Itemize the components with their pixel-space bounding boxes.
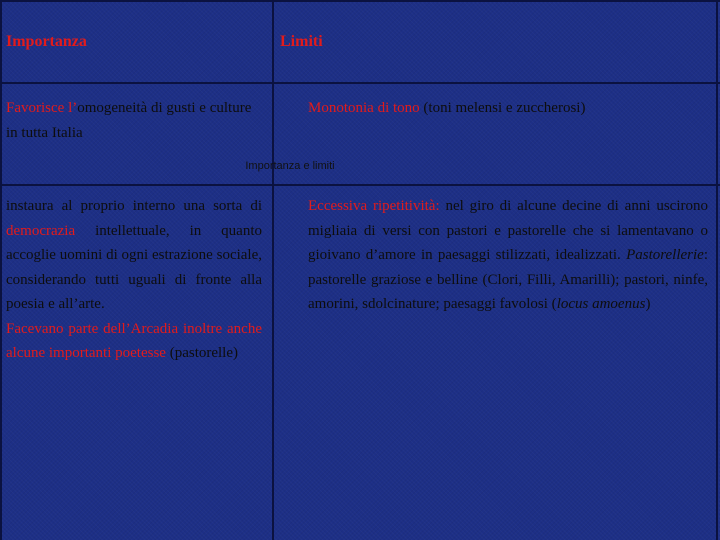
- row1-importanza-text: omogeneità di gusti e culture in tutta Italia: [6, 100, 252, 141]
- row2-limiti-highlight: Eccessiva ripetitività:: [308, 198, 440, 214]
- row1-importanza-cell: [6, 96, 264, 145]
- row2-poetesse-highlight: Facevano parte dell’Arcadia inoltre anche alcune importanti poetesse: [6, 320, 262, 361]
- row1-limiti-cell: [308, 96, 708, 121]
- row2-limiti-cell: [308, 194, 708, 317]
- row2-importanza-text: instaura al proprio interno una sorta di: [6, 198, 262, 214]
- row2-importanza-cell: [6, 194, 262, 366]
- row2-locus-amoenus-italic: locus amoenus: [556, 296, 646, 312]
- row2-importanza-text-3: (pastorelle): [165, 345, 239, 361]
- row1-importanza-highlight: Favorisce l’: [6, 100, 78, 116]
- table-left-border: [0, 0, 2, 540]
- row2-limiti-text-2: : pastorelle graziose e belline (Clori, Filli, Amarilli); pastori, ninfe, amorini, sdolcinature; paesaggi favolosi (: [308, 247, 708, 312]
- header-importanza: Importanza: [6, 33, 87, 50]
- table-header-divider: [0, 82, 720, 84]
- row2-democrazia-highlight: democrazia: [6, 222, 76, 239]
- row2-limiti-text: nel giro di alcune decine di anni uscirono migliaia di versi con pastori e pastorelle che si lamentavano o gioivano d’amore in paesaggi stilizzati, idealizzati.: [308, 198, 708, 263]
- slide-caption: Importanza e limiti: [245, 160, 335, 172]
- table-row-divider: [0, 184, 720, 186]
- table-top-border: [0, 0, 720, 2]
- row2-limiti-text-3: ): [645, 296, 651, 312]
- row2-importanza-text-2: intellettuale, in quanto accoglie uomini di ogni estrazione sociale, considerando tutti uguali di fronte alla poesia e all’arte.: [6, 222, 262, 312]
- header-limiti: Limiti: [280, 33, 323, 50]
- row1-limiti-highlight: Monotonia di tono: [308, 100, 420, 116]
- row1-limiti-text: (toni melensi e zuccherosi): [419, 100, 586, 116]
- table-column-divider: [272, 0, 274, 540]
- table-right-border: [716, 0, 718, 540]
- row2-pastorellerie-italic: Pastorellerie: [626, 247, 704, 263]
